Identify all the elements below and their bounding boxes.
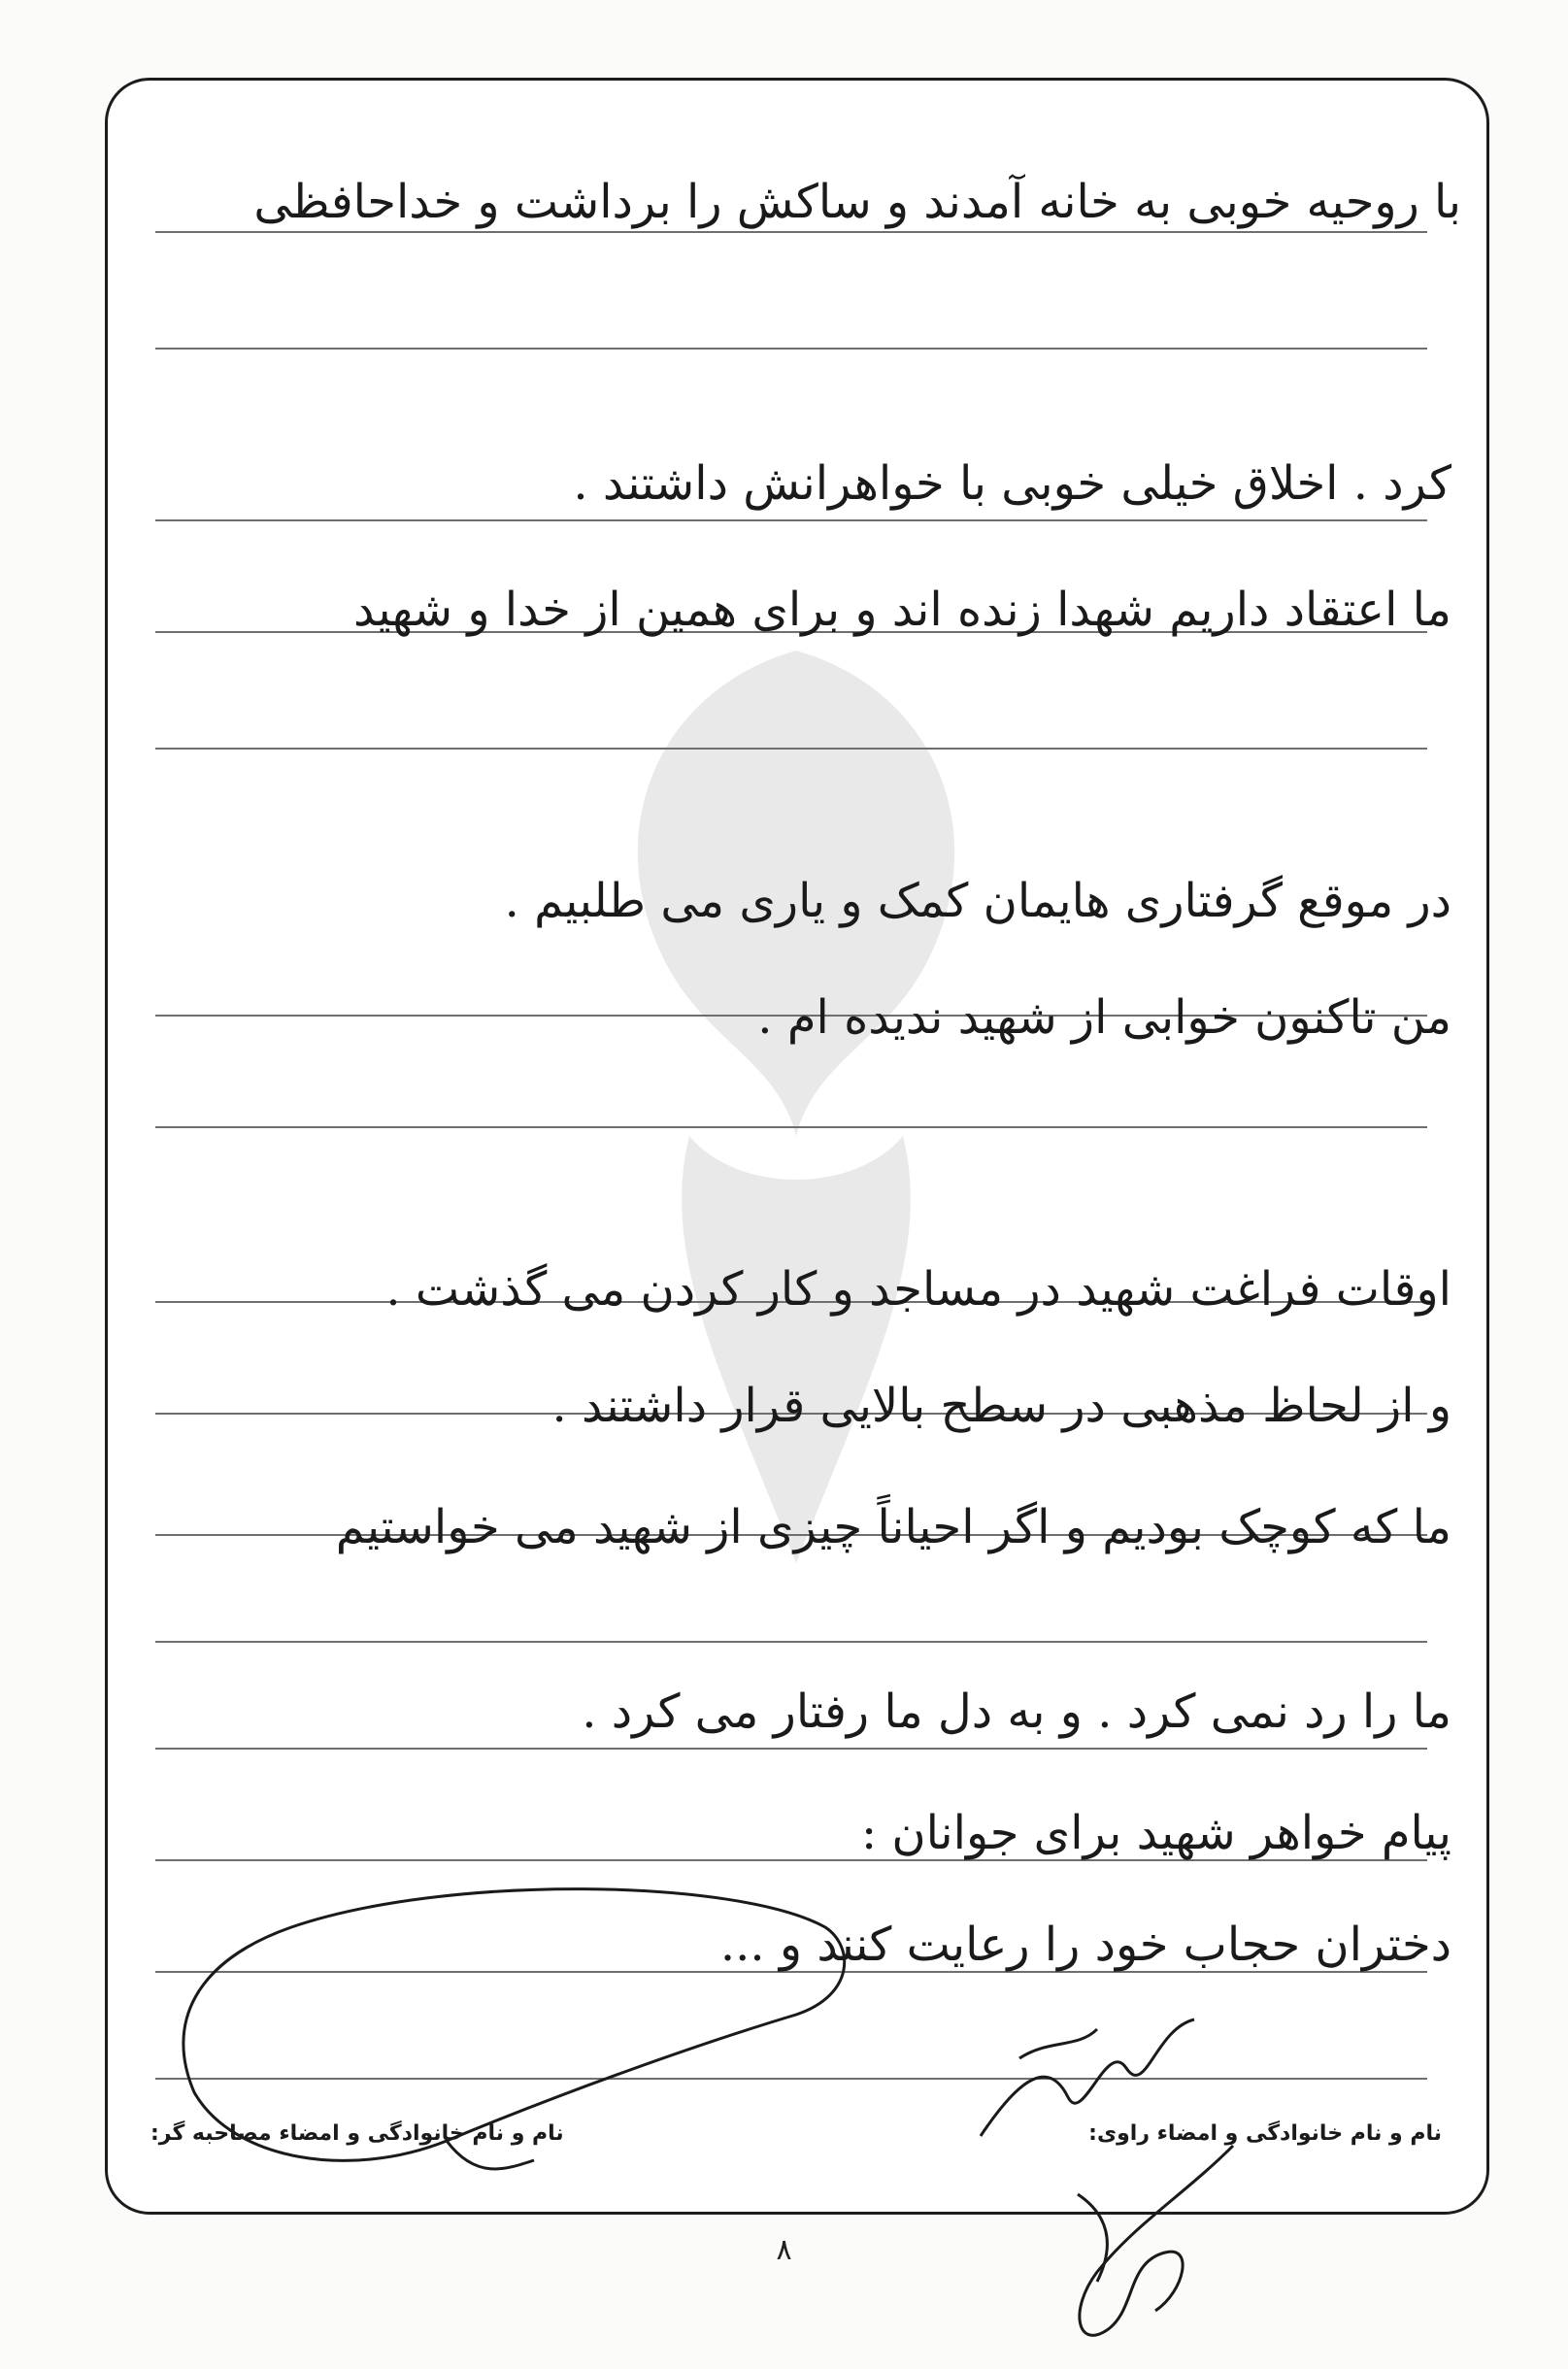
ruled-line bbox=[155, 231, 1427, 233]
page-number: ۸ bbox=[776, 2233, 792, 2267]
interviewer-signature-label: نام و نام خانوادگی و امضاء مصاحبه گر: bbox=[150, 2121, 564, 2146]
text-line-6: اوقات فراغت شهید در مساجد و کار کردن می گذشت . bbox=[385, 1262, 1451, 1317]
ruled-line bbox=[155, 1126, 1427, 1128]
text-line-3: ما اعتقاد داریم شهدا زنده اند و برای همین از خدا و شهید bbox=[353, 583, 1451, 637]
ruled-line bbox=[155, 348, 1427, 350]
text-line-4: در موقع گرفتاری هایمان کمک و یاری می طلبیم . bbox=[504, 874, 1451, 928]
ruled-line bbox=[155, 519, 1427, 521]
watermark-emblem bbox=[544, 631, 1049, 1583]
text-line-7: و از لحاظ مذهبی در سطح بالایی قرار داشتند . bbox=[551, 1379, 1451, 1433]
text-line-2: کرد . اخلاق خیلی خوبی با خواهرانش داشتند . bbox=[573, 456, 1451, 511]
text-line-5: من تاکنون خوابی از شهید ندیده ام . bbox=[757, 990, 1451, 1045]
narrator-signature-label: نام و نام خانوادگی و امضاء راوی: bbox=[1088, 2121, 1442, 2146]
ruled-line bbox=[155, 748, 1427, 750]
ruled-line bbox=[155, 1641, 1427, 1643]
text-line-9: ما را رد نمی کرد . و به دل ما رفتار می کرد . bbox=[582, 1685, 1451, 1739]
text-line-11: دختران حجاب خود را رعایت کنند و ... bbox=[719, 1918, 1451, 1972]
ruled-line bbox=[155, 1748, 1427, 1750]
text-line-8: ما که کوچک بودیم و اگر احیاناً چیزی از شهید می خواستیم bbox=[335, 1500, 1451, 1554]
text-line-1: با روحیه خوبی به خانه آمدند و ساکش را برداشت و خداحافظی bbox=[253, 175, 1461, 229]
text-line-10: پیام خواهر شهید برای جوانان : bbox=[860, 1806, 1451, 1860]
